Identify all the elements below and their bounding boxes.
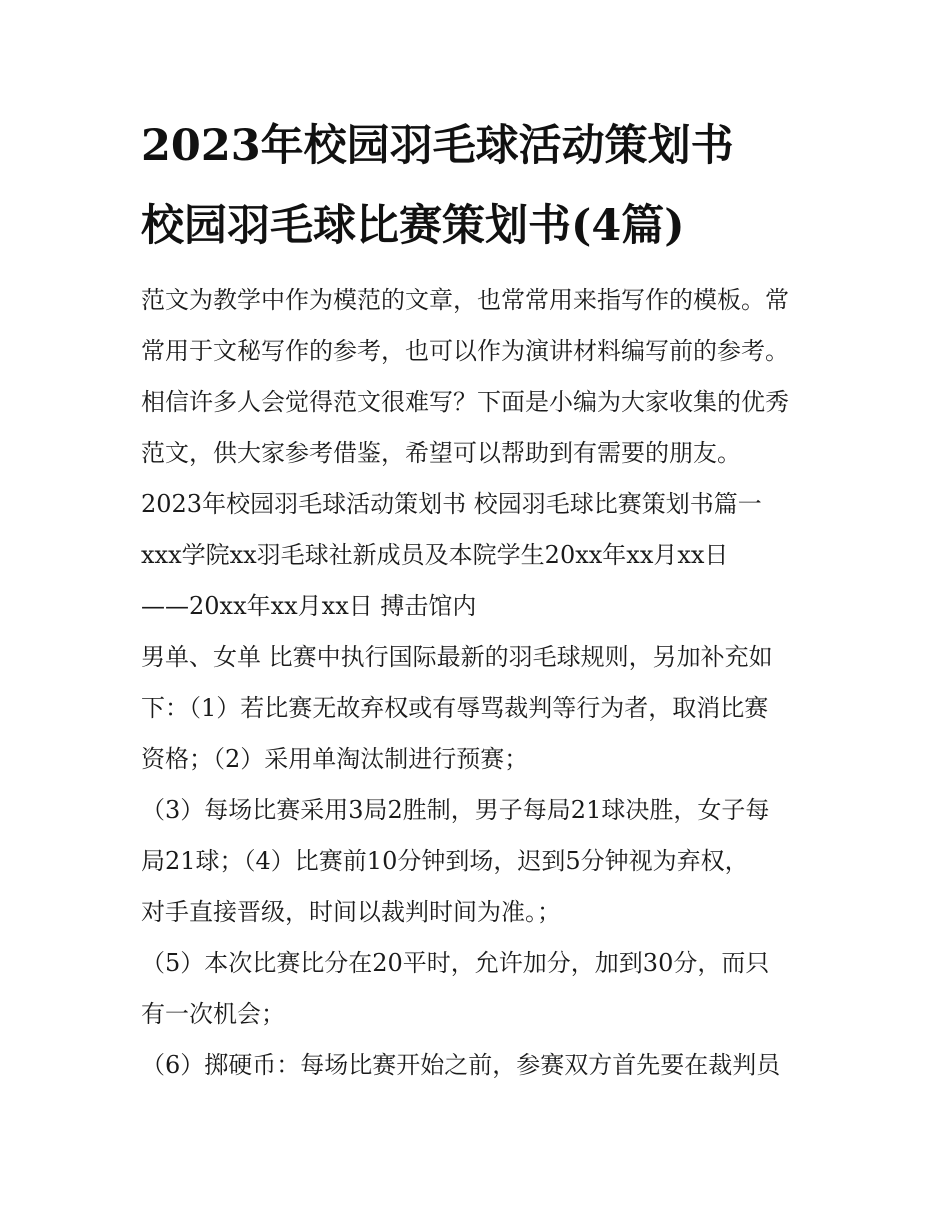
body-line: 资格；（2）采用单淘汰制进行预赛； <box>141 745 529 773</box>
body-line: （5）本次比赛比分在20平时，允许加分，加到30分，而只 <box>141 949 770 977</box>
body-line: 下：（1）若比赛无故弃权或有辱骂裁判等行为者，取消比赛 <box>141 694 769 722</box>
body-line: 范文为教学中作为模范的文章，也常常用来指写作的模板。常 <box>141 286 789 314</box>
section-heading: 2023年校园羽毛球活动策划书 校园羽毛球比赛策划书篇一 <box>141 490 762 518</box>
body-line: 男单、女单 比赛中执行国际最新的羽毛球规则，另加补充如 <box>141 643 773 671</box>
body-line: 常用于文秘写作的参考，也可以作为演讲材料编写前的参考。 <box>141 337 789 365</box>
document-title-line-1: 2023年校园羽毛球活动策划书 <box>141 121 734 171</box>
body-line: 范文，供大家参考借鉴，希望可以帮助到有需要的朋友。 <box>141 439 741 467</box>
body-line: 有一次机会； <box>141 1000 285 1028</box>
body-line: （3）每场比赛采用3局2胜制，男子每局21球决胜，女子每 <box>141 796 770 824</box>
document-title-line-2: 校园羽毛球比赛策划书(4篇) <box>141 201 685 251</box>
body-line: xxx学院xx羽毛球社新成员及本院学生20xx年xx月xx日 <box>141 541 729 569</box>
body-line: 局21球；（4）比赛前10分钟到场，迟到5分钟视为弃权， <box>141 847 749 875</box>
body-line: 对手直接晋级，时间以裁判时间为准。； <box>141 898 561 926</box>
body-line: ——20xx年xx月xx日 搏击馆内 <box>141 592 477 620</box>
body-line: （6）掷硬币：每场比赛开始之前，参赛双方首先要在裁判员 <box>141 1051 781 1079</box>
body-line: 相信许多人会觉得范文很难写？下面是小编为大家收集的优秀 <box>141 388 789 416</box>
